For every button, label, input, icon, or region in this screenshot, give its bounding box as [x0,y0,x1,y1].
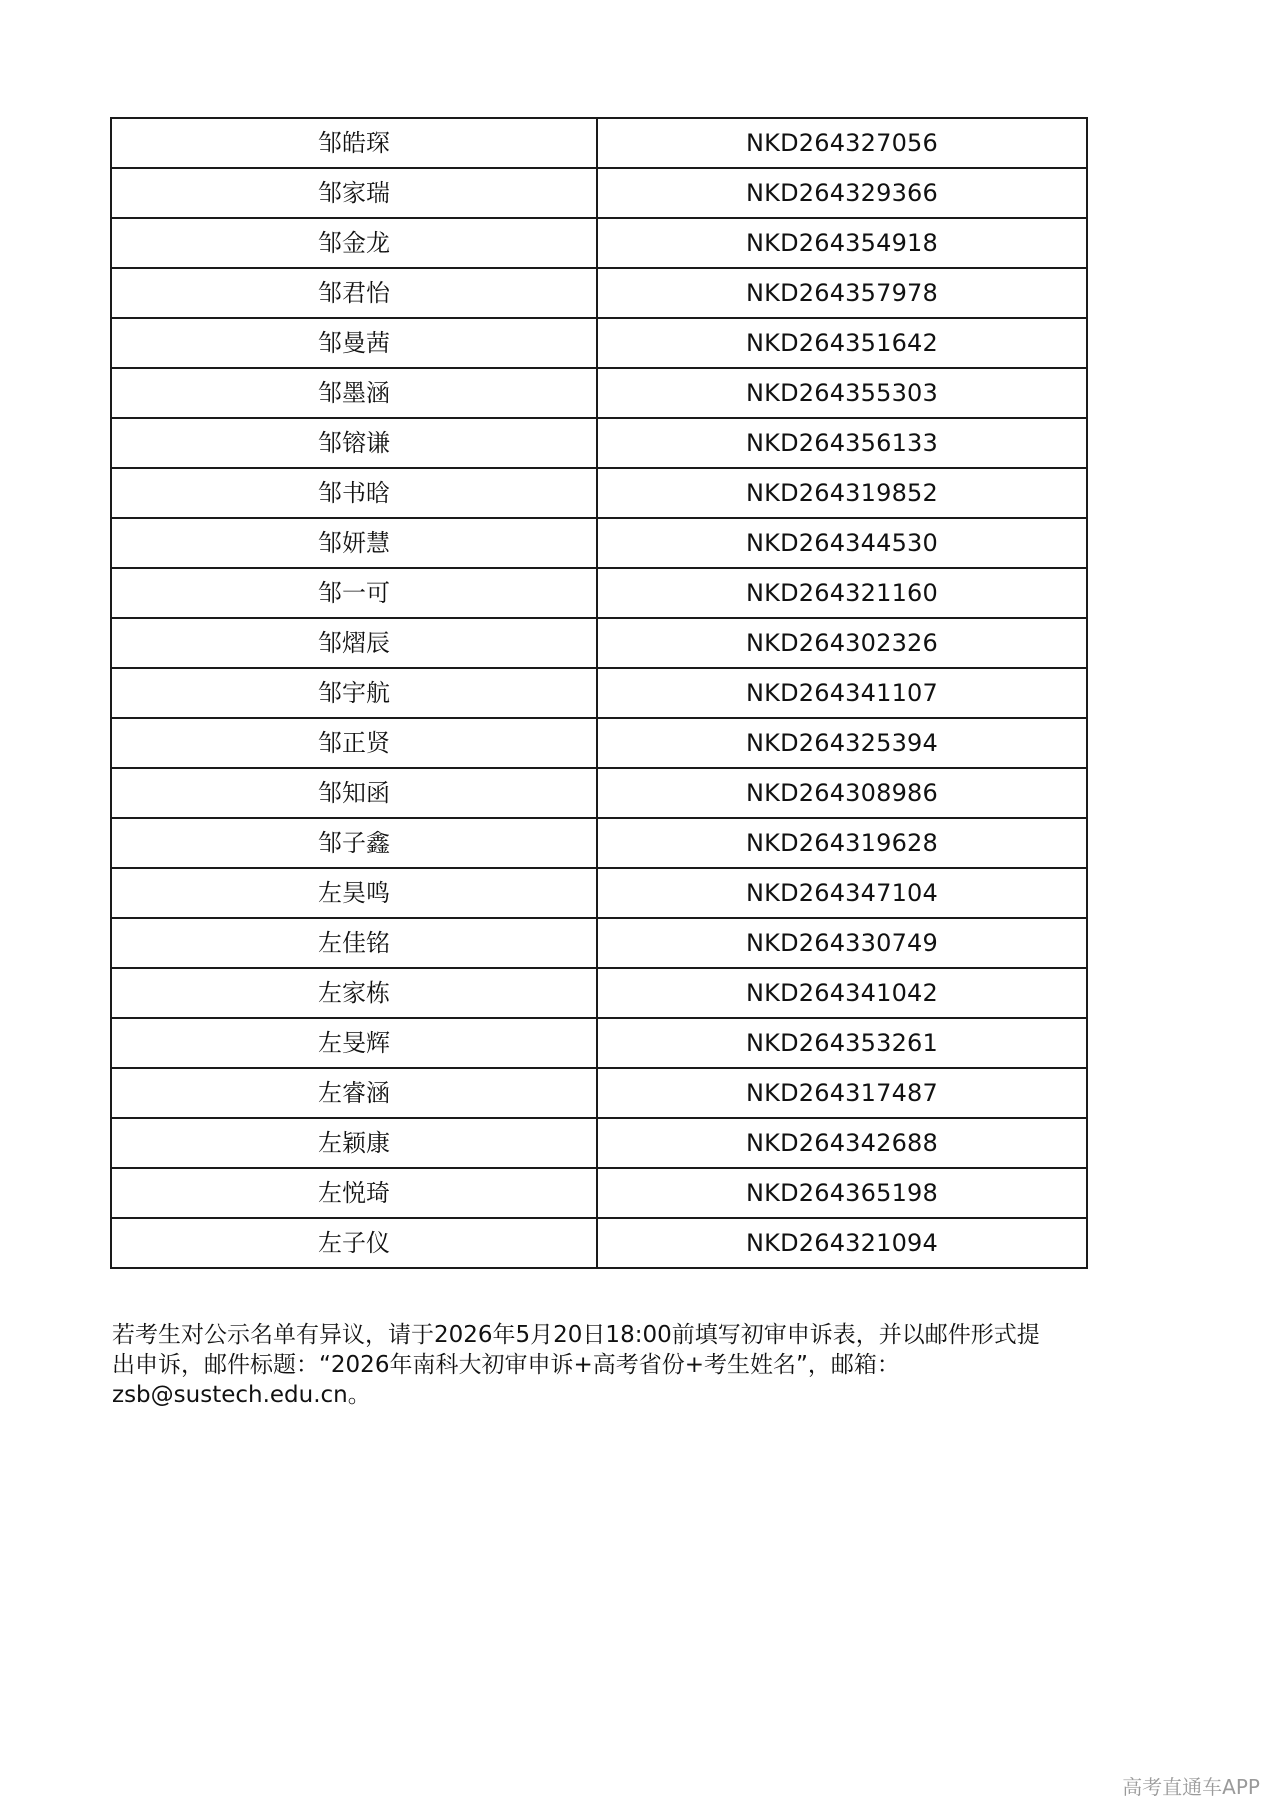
table-row [111,668,1087,718]
appeal-notice [112,1320,1072,1410]
candidate-id-cell: NKD264344530 [597,518,1087,568]
table-row [111,818,1087,868]
candidate-id-cell: NKD264342688 [597,1118,1087,1168]
candidate-id-cell: NKD264356133 [597,418,1087,468]
candidate-id-cell: NKD264321160 [597,568,1087,618]
table-row [111,318,1087,368]
candidate-id-cell: NKD264325394 [597,718,1087,768]
table-row [111,1068,1087,1118]
table-row [111,768,1087,818]
candidate-name-cell: 邹妍慧 [111,518,597,568]
candidate-name-cell: 左旻辉 [111,1018,597,1068]
table-row [111,868,1087,918]
candidate-name-cell: 邹金龙 [111,218,597,268]
candidate-id-cell: NKD264341107 [597,668,1087,718]
appeal-notice-line-2: 出申诉，邮件标题：“2026年南科大初审申诉+高考省份+考生姓名”，邮箱： [112,1352,900,1378]
table-row [111,968,1087,1018]
candidate-name-cell: 邹知函 [111,768,597,818]
appeal-notice-line-1: 若考生对公示名单有异议，请于2026年5月20日18:00前填写初审申诉表，并以邮件形式提 [112,1322,1040,1348]
candidate-name-cell: 邹正贤 [111,718,597,768]
roster-table [110,117,1088,1269]
candidate-name-cell: 邹皓琛 [111,118,597,168]
candidate-name-cell: 左颖康 [111,1118,597,1168]
candidate-name-cell: 邹君怡 [111,268,597,318]
candidate-name-cell: 左家栋 [111,968,597,1018]
candidate-name-cell: 邹书晗 [111,468,597,518]
table-row [111,468,1087,518]
table-row [111,718,1087,768]
candidate-id-cell: NKD264351642 [597,318,1087,368]
candidate-name-cell: 邹镕谦 [111,418,597,468]
candidate-id-cell: NKD264317487 [597,1068,1087,1118]
roster-table-body [111,118,1087,1268]
candidate-name-cell: 邹宇航 [111,668,597,718]
candidate-name-cell: 邹子鑫 [111,818,597,868]
table-row [111,618,1087,668]
candidate-id-cell: NKD264365198 [597,1168,1087,1218]
table-row [111,268,1087,318]
candidate-id-cell: NKD264353261 [597,1018,1087,1068]
candidate-id-cell: NKD264355303 [597,368,1087,418]
candidate-name-cell: 邹一可 [111,568,597,618]
candidate-id-cell: NKD264308986 [597,768,1087,818]
candidate-id-cell: NKD264330749 [597,918,1087,968]
table-row [111,418,1087,468]
candidate-id-cell: NKD264302326 [597,618,1087,668]
candidate-id-cell: NKD264357978 [597,268,1087,318]
app-watermark: 高考直通车APP [1122,1775,1260,1799]
candidate-name-cell: 左昊鸣 [111,868,597,918]
appeal-notice-line-3: zsb@sustech.edu.cn。 [112,1382,371,1408]
candidate-name-cell: 左佳铭 [111,918,597,968]
candidate-name-cell: 左子仪 [111,1218,597,1268]
table-row [111,118,1087,168]
candidate-id-cell: NKD264347104 [597,868,1087,918]
candidate-id-cell: NKD264354918 [597,218,1087,268]
table-row [111,918,1087,968]
table-row [111,518,1087,568]
table-row [111,1168,1087,1218]
candidate-id-cell: NKD264321094 [597,1218,1087,1268]
table-row [111,568,1087,618]
table-row [111,168,1087,218]
table-row [111,368,1087,418]
candidate-id-cell: NKD264319628 [597,818,1087,868]
candidate-name-cell: 邹熠辰 [111,618,597,668]
table-row [111,218,1087,268]
candidate-name-cell: 左睿涵 [111,1068,597,1118]
candidate-name-cell: 左悦琦 [111,1168,597,1218]
candidate-id-cell: NKD264319852 [597,468,1087,518]
candidate-id-cell: NKD264329366 [597,168,1087,218]
candidate-name-cell: 邹曼茜 [111,318,597,368]
table-row [111,1218,1087,1268]
table-row [111,1018,1087,1068]
candidate-id-cell: NKD264327056 [597,118,1087,168]
table-row [111,1118,1087,1168]
candidate-name-cell: 邹家瑞 [111,168,597,218]
candidate-id-cell: NKD264341042 [597,968,1087,1018]
candidate-name-cell: 邹墨涵 [111,368,597,418]
